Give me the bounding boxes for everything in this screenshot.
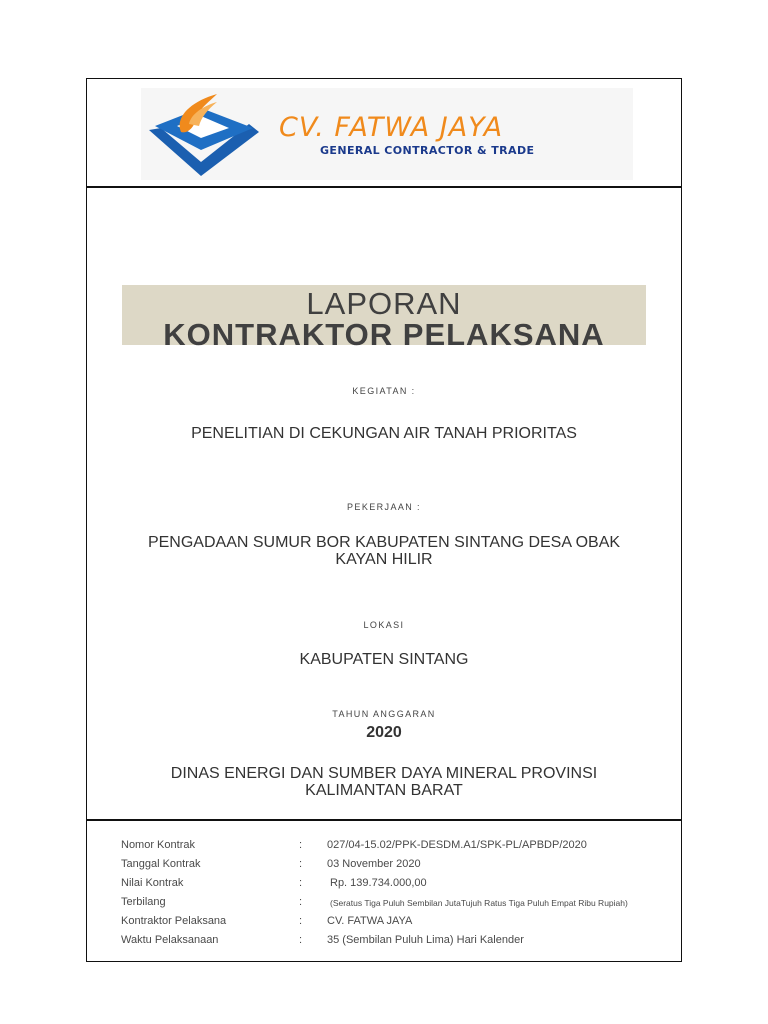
document-frame bbox=[86, 78, 682, 962]
letterhead bbox=[87, 79, 681, 188]
info-row-nomor-kontrak bbox=[121, 839, 681, 858]
company-name: CV. FATWA JAYA bbox=[279, 112, 504, 143]
info-value: 35 (Sembilan Puluh Lima) Hari Kalender bbox=[327, 934, 524, 946]
info-row-terbilang bbox=[121, 896, 681, 915]
info-value: (Seratus Tiga Puluh Sembilan JutaTujuh Ratus Tiga Puluh Empat Ribu Rupiah) bbox=[330, 898, 628, 908]
company-emblem-icon bbox=[141, 88, 271, 180]
tahun-anggaran-label: TAHUN ANGGARAN bbox=[332, 709, 436, 719]
info-separator: : bbox=[299, 896, 303, 908]
tahun-anggaran-value: 2020 bbox=[366, 724, 402, 741]
pekerjaan-value-line1: PENGADAAN SUMUR BOR KABUPATEN SINTANG DESA OBAK bbox=[147, 534, 621, 551]
info-separator: : bbox=[299, 915, 303, 927]
info-value: 027/04-15.02/PPK-DESDM.A1/SPK-PL/APBDP/2020 bbox=[327, 839, 587, 851]
info-separator: : bbox=[299, 839, 303, 851]
info-row-tanggal-kontrak bbox=[121, 858, 681, 877]
lokasi-label: LOKASI bbox=[363, 620, 405, 630]
report-title-line1: LAPORAN bbox=[306, 286, 462, 321]
company-logo bbox=[141, 88, 633, 180]
info-separator: : bbox=[299, 934, 303, 946]
info-separator: : bbox=[299, 877, 303, 889]
info-key: Nilai Kontrak bbox=[121, 877, 184, 889]
report-title-band bbox=[122, 285, 646, 352]
info-key: Terbilang bbox=[121, 896, 166, 908]
info-key: Nomor Kontrak bbox=[121, 839, 195, 851]
lokasi-value: KABUPATEN SINTANG bbox=[299, 651, 469, 668]
info-value: CV. FATWA JAYA bbox=[327, 915, 413, 927]
info-key: Waktu Pelaksanaan bbox=[121, 934, 219, 946]
dinas-line2: KALIMANTAN BARAT bbox=[305, 782, 463, 799]
info-value: 03 November 2020 bbox=[327, 858, 421, 870]
section-divider bbox=[87, 819, 681, 821]
pekerjaan-value-line2: KAYAN HILIR bbox=[335, 551, 433, 568]
info-key: Tanggal Kontrak bbox=[121, 858, 201, 870]
dinas-line1: DINAS ENERGI DAN SUMBER DAYA MINERAL PROVINSI bbox=[170, 765, 598, 782]
info-key: Kontraktor Pelaksana bbox=[121, 915, 227, 927]
report-title-line2: KONTRAKTOR PELAKSANA bbox=[163, 317, 605, 352]
kegiatan-value: PENELITIAN DI CEKUNGAN AIR TANAH PRIORITAS bbox=[191, 425, 577, 442]
info-row-kontraktor-pelaksana bbox=[121, 915, 681, 934]
info-value: Rp. 139.734.000,00 bbox=[330, 877, 427, 889]
pekerjaan-label: PEKERJAAN : bbox=[347, 502, 421, 512]
company-tagline: GENERAL CONTRACTOR & TRADE bbox=[320, 144, 535, 157]
info-row-waktu-pelaksanaan bbox=[121, 934, 681, 953]
contract-info-table bbox=[121, 839, 681, 953]
info-separator: : bbox=[299, 858, 303, 870]
info-row-nilai-kontrak bbox=[121, 877, 681, 896]
kegiatan-label: KEGIATAN : bbox=[352, 386, 416, 396]
